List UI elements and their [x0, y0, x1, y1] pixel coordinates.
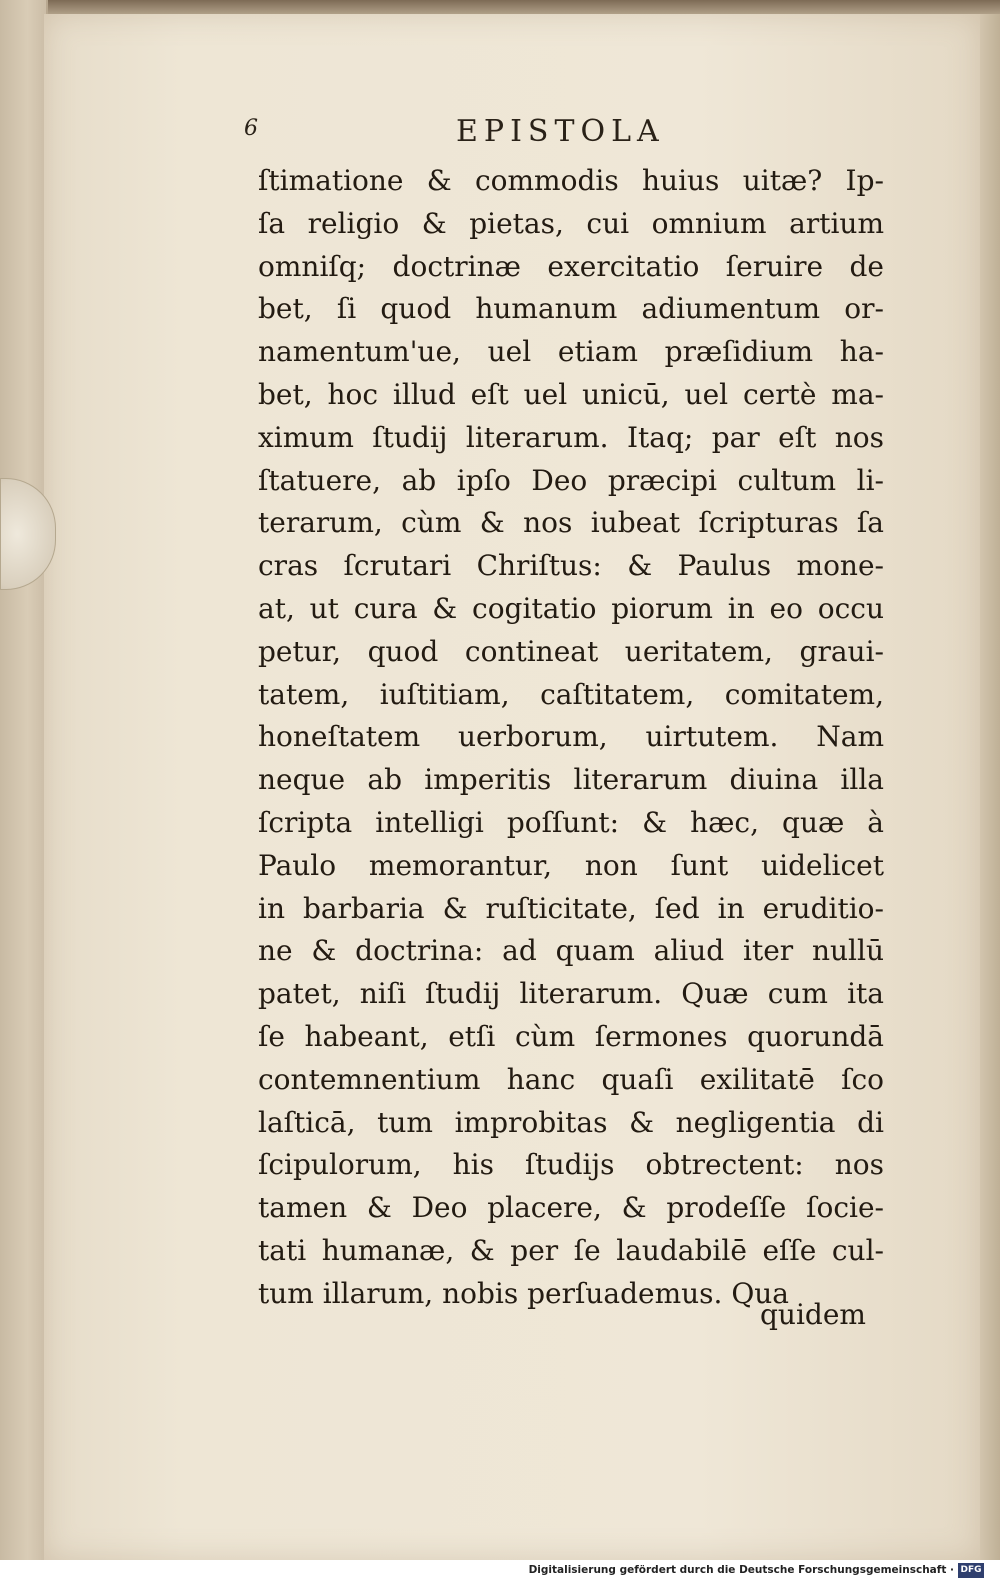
text-line: tamen & Deo placere, & prodeſſe ſocie-	[258, 1191, 884, 1225]
text-line: ſtimatione & commodis huius uitæ? Ip-	[258, 164, 884, 197]
text-line: tati humanæ, & per ſe laudabilē eſſe cul-	[258, 1233, 884, 1267]
page-number: 6	[244, 116, 258, 141]
text-line: tum illarum, nobis perſuademus. Qua	[258, 1276, 790, 1310]
text-line: bet, hoc illud eſt uel unicū, uel certè ma-	[258, 377, 884, 411]
text-line: cras ſcrutari Chriſtus: & Paulus mone-	[258, 549, 884, 583]
text-line: ximum ſtudij literarum. Itaq; par eſt nos	[258, 420, 884, 454]
text-line: Paulo memorantur, non ſunt uidelicet	[258, 848, 884, 882]
page-fore-edge	[978, 14, 1000, 1560]
dfg-logo-icon: DFG	[958, 1563, 984, 1578]
text-line: honeſtatem uerborum, uirtutem. Nam	[258, 720, 884, 754]
text-line: ſcipulorum, his ſtudijs obtrectent: nos	[258, 1148, 884, 1182]
body-text	[258, 160, 898, 1316]
digitization-credit: Digitalisierung gefördert durch die Deutsche Forschungsgemeinschaft ·	[528, 1564, 954, 1576]
text-line: ſtatuere, ab ipſo Deo præcipi cultum li-	[258, 463, 884, 497]
text-line: terarum, cùm & nos iubeat ſcripturas ſa	[258, 506, 884, 540]
text-line: namentum'ue, uel etiam præſidium ha-	[258, 335, 884, 369]
text-line: omniſq; doctrinæ exercitatio ſeruire de	[258, 249, 884, 283]
text-line: ſcripta intelligi poſſunt: & hæc, quæ à	[258, 805, 884, 839]
catchword: quidem	[760, 1298, 866, 1331]
binding-left-board	[0, 0, 48, 1560]
text-line: ne & doctrina: ad quam aliud iter nullū	[258, 934, 884, 968]
text-line: tatem, iuſtitiam, caſtitatem, comitatem,	[258, 677, 884, 711]
text-line: petur, quod contineat ueritatem, graui-	[258, 634, 884, 668]
text-line: neque ab imperitis literarum diuina illa	[258, 763, 884, 797]
text-line: ſe habeant, etſi cùm ſermones quorundā	[258, 1019, 884, 1053]
text-line: laſticā, tum improbitas & negligentia di	[258, 1105, 884, 1139]
text-line: bet, ſi quod humanum adiumentum or-	[258, 292, 884, 326]
running-head: EPISTOLA	[456, 114, 665, 149]
text-line: at, ut cura & cogitatio piorum in eo occu	[258, 591, 884, 625]
text-line: ſa religio & pietas, cui omnium artium	[258, 206, 884, 240]
text-line: in barbaria & ruſticitate, ſed in eruditio-	[258, 891, 884, 925]
text-line: contemnentium hanc quaſi exilitatē ſco	[258, 1062, 884, 1096]
text-line: patet, niſi ſtudij literarum. Quæ cum ita	[258, 977, 884, 1011]
